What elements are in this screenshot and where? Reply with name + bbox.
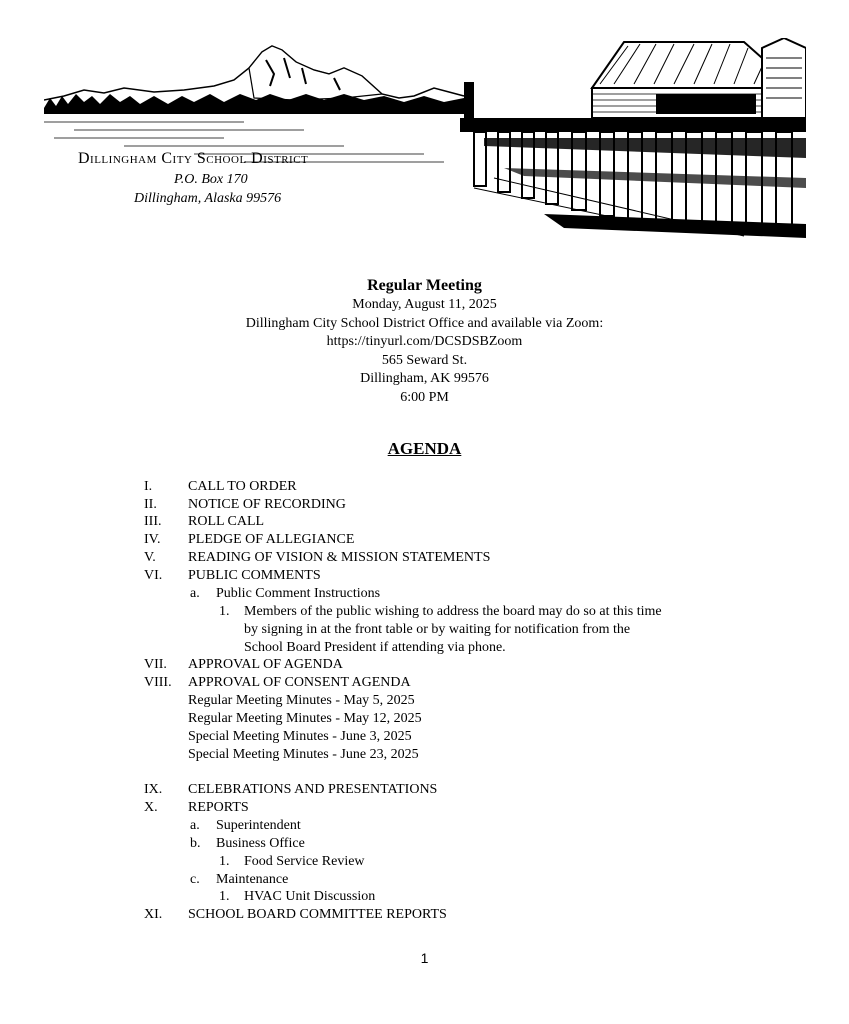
item-text: PLEDGE OF ALLEGIANCE [188,532,355,547]
district-city: Dillingham, Alaska 99576 [134,191,282,206]
item-text: APPROVAL OF CONSENT AGENDA [188,675,411,690]
item-text: NOTICE OF RECORDING [188,497,346,512]
item-number: XI. [144,907,163,922]
district-po-box: P.O. Box 170 [174,172,248,187]
sub-sub-item-text: School Board President if attending via phone. [244,640,506,655]
item-number: VIII. [144,675,172,690]
sub-sub-item-text: HVAC Unit Discussion [244,889,376,904]
meeting-title: Regular Meeting [367,277,482,294]
consent-item-text: Regular Meeting Minutes - May 12, 2025 [188,711,422,726]
page-number: 1 [420,950,429,966]
item-number: VII. [144,657,167,672]
item-number: V. [144,550,156,565]
sub-item-label: a. [190,586,200,601]
meeting-street: 565 Seward St. [381,352,468,368]
sub-item-text: Public Comment Instructions [216,586,381,601]
consent-item-text: Regular Meeting Minutes - May 5, 2025 [188,693,415,708]
sub-sub-item-label: 1. [219,889,230,904]
zoom-link[interactable]: https://tinyurl.com/DCSDSBZoom [326,334,523,349]
item-text: READING OF VISION & MISSION STATEMENTS [188,550,491,565]
item-number: IV. [144,532,161,547]
item-number: VI. [144,568,163,583]
dock-illustration-icon [44,38,806,238]
sub-sub-item-text: Food Service Review [244,854,365,869]
meeting-date: Monday, August 11, 2025 [352,297,497,312]
item-number: X. [144,800,158,815]
item-number: I. [144,479,153,494]
item-text: ROLL CALL [188,514,265,529]
sub-item-text: Maintenance [216,872,289,887]
meeting-city: Dillingham, AK 99576 [360,371,489,386]
sub-item-label: a. [190,818,200,833]
sub-item-text: Superintendent [216,818,301,833]
item-text: SCHOOL BOARD COMMITTEE REPORTS [188,907,447,922]
consent-item-text: Special Meeting Minutes - June 23, 2025 [188,747,419,762]
sub-sub-item-text: by signing in at the front table or by waiting for notification from the [244,622,631,637]
sub-item-label: c. [190,872,200,887]
sub-sub-item-label: 1. [219,854,230,869]
item-number: IX. [144,782,163,797]
item-text: APPROVAL OF AGENDA [188,657,343,672]
item-text: CELEBRATIONS AND PRESENTATIONS [188,782,438,797]
item-text: CALL TO ORDER [188,479,297,494]
consent-item-text: Special Meeting Minutes - June 3, 2025 [188,729,412,744]
item-text: PUBLIC COMMENTS [188,568,321,583]
agenda-heading: AGENDA [387,439,462,458]
meeting-time: 6:00 PM [400,389,449,405]
sub-sub-item-text: Members of the public wishing to address the board may do so at this time [244,604,662,619]
item-number: III. [144,514,162,529]
district-name: Dillingham City School District [78,150,309,167]
item-number: II. [144,497,157,512]
sub-item-text: Business Office [216,836,305,851]
item-text: REPORTS [188,800,249,815]
meeting-location: Dillingham City School District Office and available via Zoom: [245,315,604,331]
meeting-info [0,276,849,407]
sub-item-label: b. [190,836,201,851]
sub-sub-item-label: 1. [219,604,230,619]
